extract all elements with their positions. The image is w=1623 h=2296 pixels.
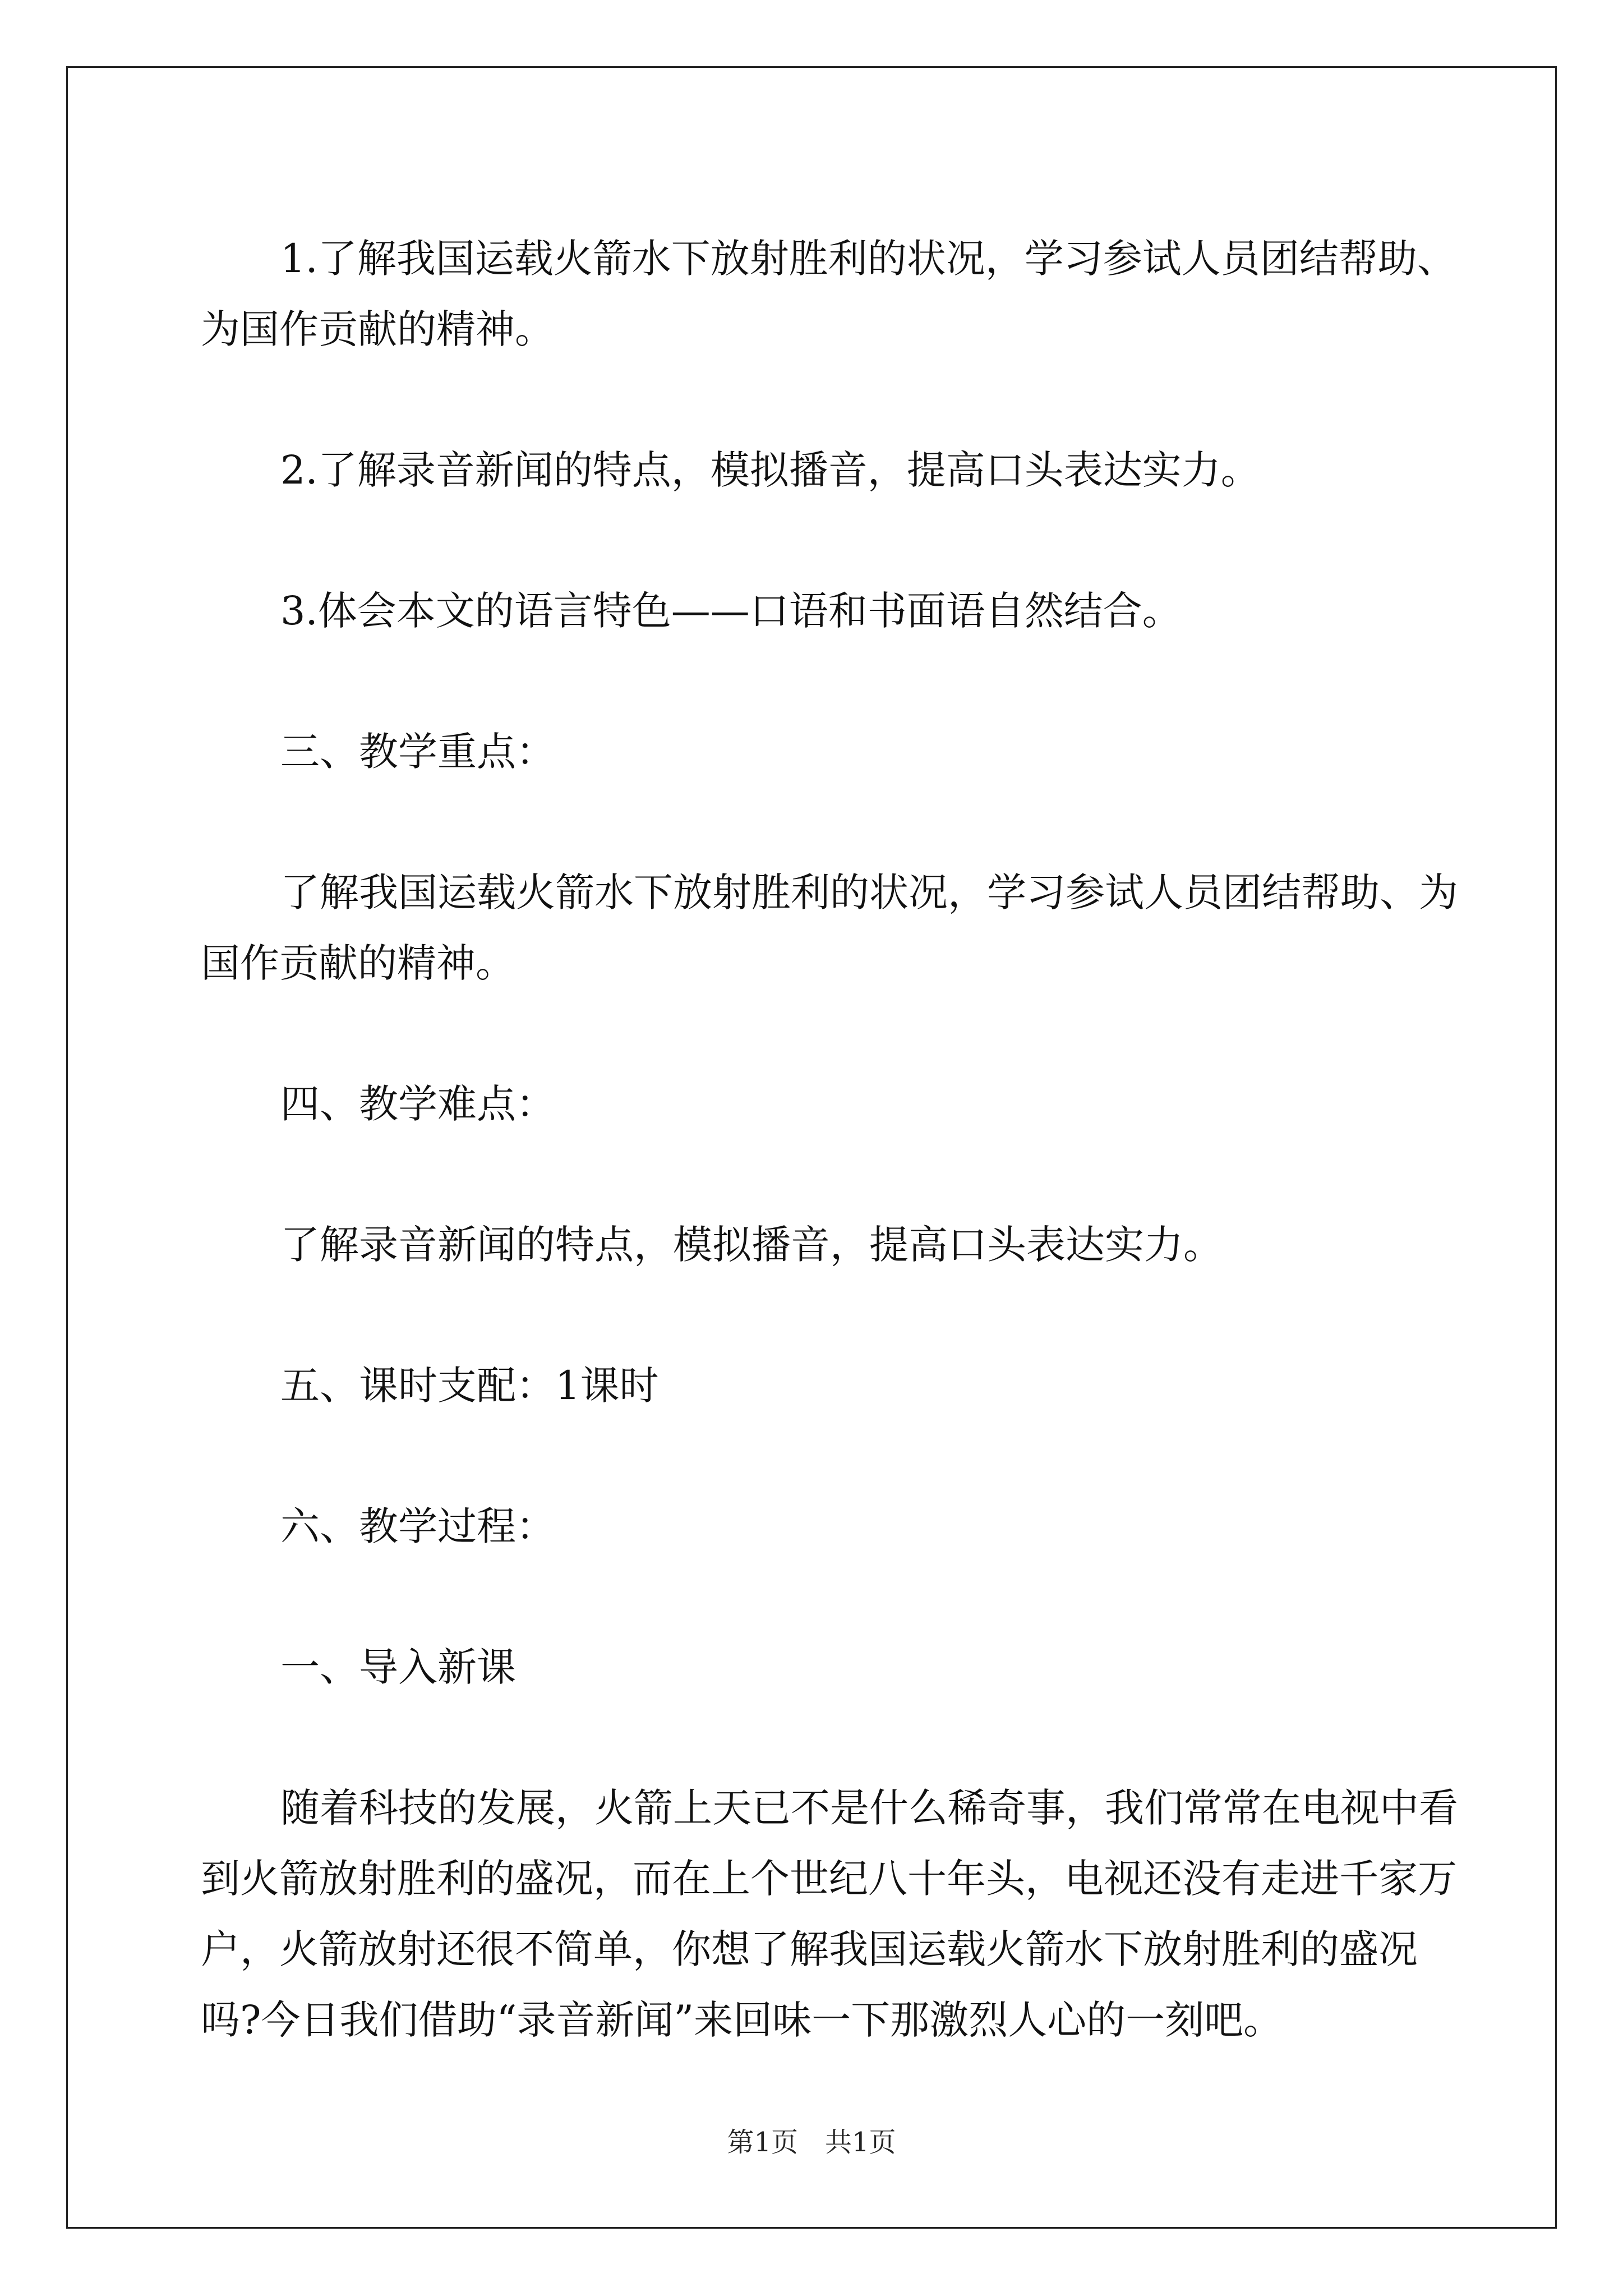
page-number-footer: 第1页 共1页 xyxy=(727,2127,896,2158)
objective-1: 1.了解我国运载火箭水下放射胜利的状况，学习参试人员团结帮助、为国作贡献的精神。 xyxy=(201,236,1456,352)
section-heading-difficulties: 四、教学难点： xyxy=(280,1081,555,1127)
section-heading-schedule: 五、课时支配：1课时 xyxy=(280,1363,659,1409)
section-heading-process: 六、教学过程： xyxy=(280,1503,555,1549)
intro-text: 随着科技的发展，火箭上天已不是什么稀奇事，我们常常在电视中看到火箭放射胜利的盛况，而在上个世纪八十年头，电视还没有走进千家万户，火箭放射还很不简单，你想了解我国运载火箭水下放射胜利的盛况吗?今日我们借助“录音新闻”来回味一下那激烈人心的一刻吧。 xyxy=(201,1785,1458,2043)
difficulties-text: 了解录音新闻的特点，模拟播音，提高口头表达实力。 xyxy=(280,1222,1223,1268)
section-heading-key-points: 三、教学重点： xyxy=(280,729,555,775)
subsection-heading-intro: 一、导入新课 xyxy=(280,1644,516,1690)
objective-2: 2.了解录音新闻的特点，模拟播音，提高口头表达实力。 xyxy=(280,447,1260,493)
objective-3: 3.体会本文的语言特色——口语和书面语自然结合。 xyxy=(280,588,1182,634)
document-body xyxy=(201,223,1474,2125)
key-points-text: 了解我国运载火箭水下放射胜利的状况，学习参试人员团结帮助、为国作贡献的精神。 xyxy=(201,869,1458,986)
